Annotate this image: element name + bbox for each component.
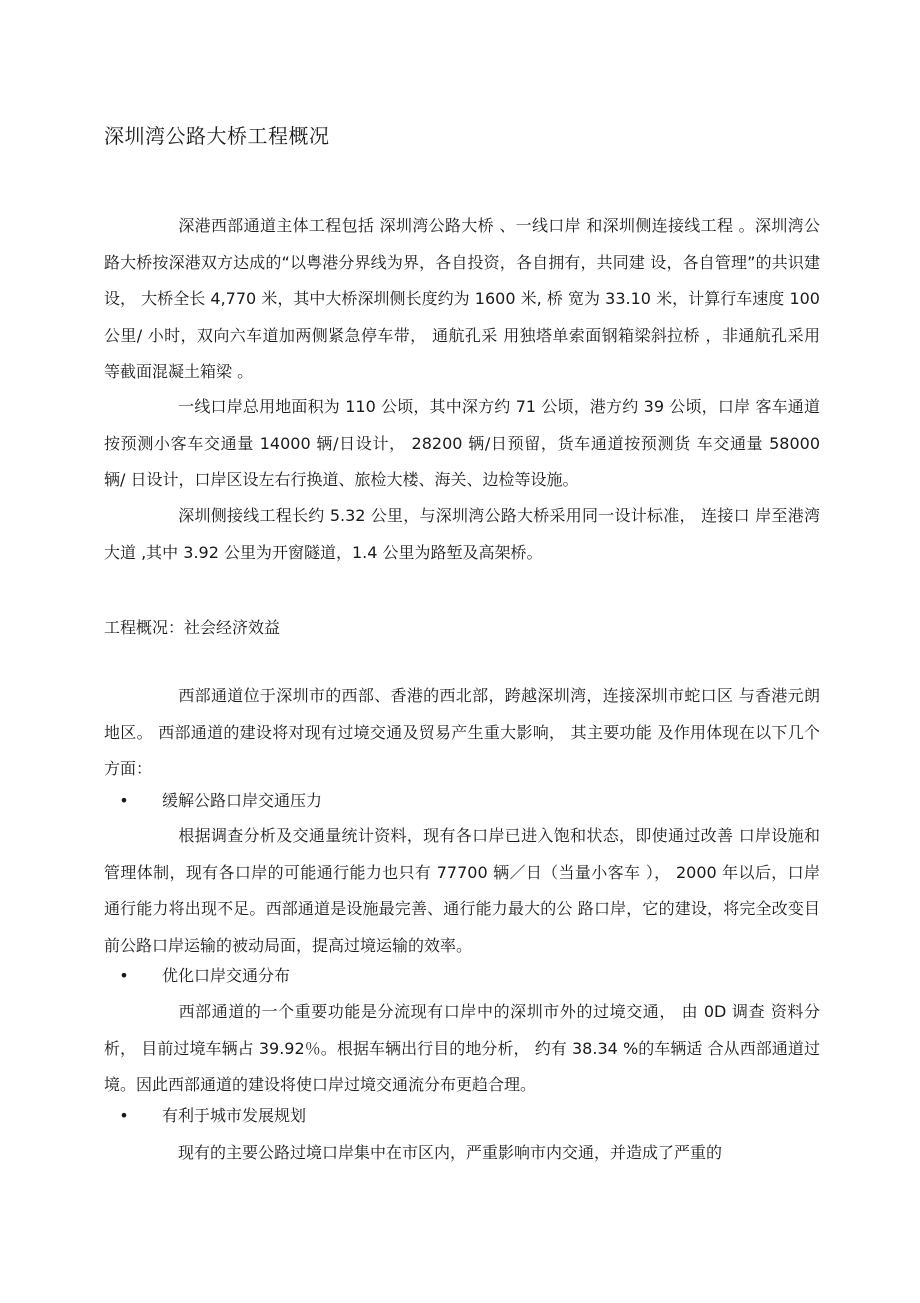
section-heading: 工程概况：社会经济效益: [104, 618, 281, 637]
paragraph-text: 根据调查分析及交通量统计资料，现有各口岸已进入饱和状态，即使通过改善 口岸设施和管理体制，现有各口岸的可能通行能力也只有 77700 辆／日（当量小客车 ）， 2000 年以后，口岸通行能力将出现不足。西部通道是设施最完善、通行能力最大的公 路口岸，它的建设，将完全改变目前公路口岸运输的被动局面，提高过境运输的效率。: [104, 826, 820, 955]
bullet-label: 有利于城市发展规划: [162, 1106, 307, 1125]
bullet-paragraph-urban-planning: [104, 1135, 820, 1172]
intro-paragraph-connector: [104, 498, 820, 571]
intro-paragraph-bridge: [104, 208, 820, 391]
intro-paragraph-port: [104, 389, 820, 499]
bullet-paragraph-traffic-distribution: [104, 994, 820, 1104]
paragraph-text: 一线口岸总用地面积为 110 公顷，其中深方约 71 公顷，港方约 39 公顷，口岸 客车通道按预测小客车交通量 14000 辆/日设计， 28200 辆/日预留，货车通道按预测货 车交通量 58000 辆/ 日设计，口岸区设左右行换道、旅检大楼、海关、边检等设施。: [104, 397, 820, 489]
bullet-dot-icon: •: [119, 791, 129, 810]
section-intro-paragraph: [104, 678, 820, 788]
paragraph-text: 西部通道的一个重要功能是分流现有口岸中的深圳市外的过境交通， 由 0D 调查 资料分析， 目前过境车辆占 39.92％。根据车辆出行目的地分析， 约有 38.34 %的车辆适 合从西部通道过境。因此西部通道的建设将使口岸过境交通流分布更趋合理。: [104, 1002, 820, 1094]
paragraph-text: 深圳侧接线工程长约 5.32 公里，与深圳湾公路大桥采用同一设计标准， 连接口 岸至港湾大道 ,其中 3.92 公里为开窗隧道，1.4 公里为路堑及高架桥。: [104, 506, 820, 562]
bullet-label: 优化口岸交通分布: [162, 966, 291, 985]
bullet-dot-icon: •: [119, 966, 129, 985]
paragraph-text: 深港西部通道主体工程包括 深圳湾公路大桥 、一线口岸 和深圳侧连接线工程 。深圳湾公路大桥按深港双方达成的“以粤港分界线为界，各自投资，各自拥有，共同建 设，各自管理”的共识建设， 大桥全长 4,770 米，其中大桥深圳侧长度约为 1600 米, 桥 宽为 33.10 米，计算行车速度 100 公里/ 小时，双向六车道加两侧紧急停车带， 通航孔采 用独塔单索面钢箱梁斜拉桥 ，非通航孔采用 等截面混凝土箱梁 。: [104, 216, 820, 381]
bullet-paragraph-traffic-relief: [104, 818, 820, 964]
bullet-dot-icon: •: [119, 1106, 129, 1125]
paragraph-text: 西部通道位于深圳市的西部、香港的西北部，跨越深圳湾，连接深圳市蛇口区 与香港元朗地区。 西部通道的建设将对现有过境交通及贸易产生重大影响， 其主要功能 及作用体现在以下几个方面：: [104, 686, 820, 778]
page-title: 深圳湾公路大桥工程概况: [104, 124, 330, 148]
bullet-label: 缓解公路口岸交通压力: [162, 791, 323, 810]
paragraph-text: 现有的主要公路过境口岸集中在市区内，严重影响市内交通，并造成了严重的: [178, 1143, 723, 1162]
